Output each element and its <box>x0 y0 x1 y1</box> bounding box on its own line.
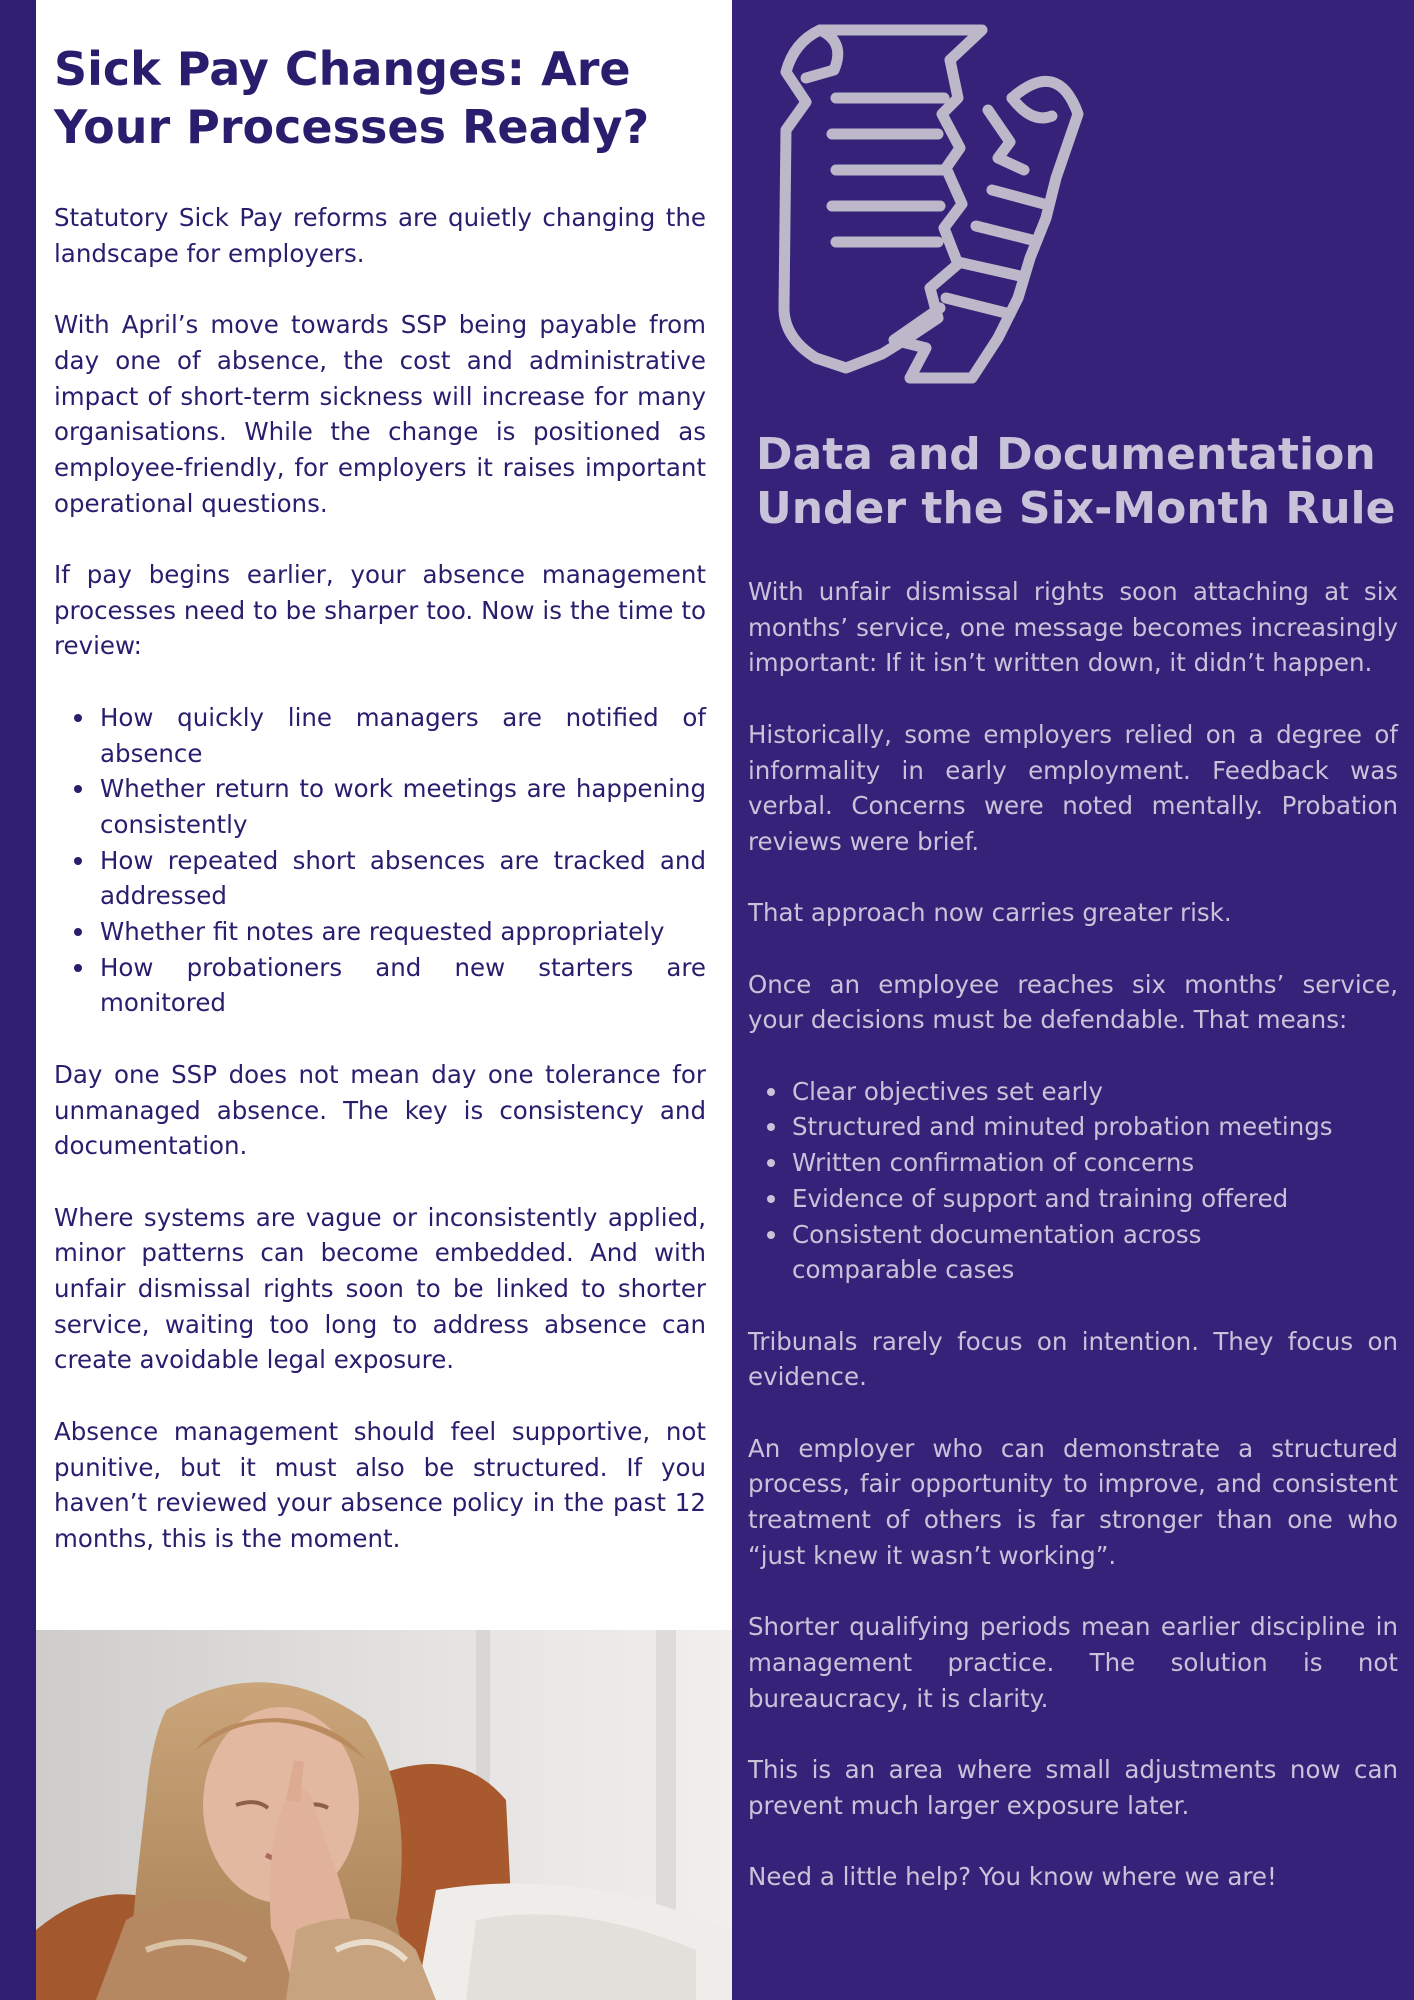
list-item: How probationers and new starters are monitored <box>100 950 706 1021</box>
list-item: Written confirmation of concerns <box>792 1145 1398 1181</box>
paragraph-april-change: With April’s move towards SSP being payable from day one of absence, the cost and administrative impact of short-term sickness will increase for many organisations. While the change is positioned as employee-friendly, for employers it raises important operational questions. <box>54 310 706 518</box>
documentation-checklist <box>748 1074 1398 1288</box>
list-item: Clear objectives set early <box>792 1074 1398 1110</box>
paragraph-day-one: Day one SSP does not mean day one tolerance for unmanaged absence. The key is consistency and documentation. <box>54 1059 706 1161</box>
paragraph-qualifying-periods: Shorter qualifying periods mean earlier discipline in management practice. The solution is not bureaucracy, it is clarity. <box>748 1612 1398 1713</box>
list-item: Whether fit notes are requested appropriately <box>100 914 706 950</box>
review-checklist <box>54 700 706 1021</box>
article-title: Sick Pay Changes: Are Your Processes Ready? <box>54 42 650 154</box>
left-article <box>54 40 706 1557</box>
list-item: How repeated short absences are tracked and addressed <box>100 843 706 914</box>
right-column <box>732 0 1414 2000</box>
paragraph-risk: That approach now carries greater risk. <box>748 898 1232 928</box>
list-item: Whether return to work meetings are happening consistently <box>100 771 706 842</box>
paragraph-adjustments: This is an area where small adjustments now can prevent much larger exposure later. <box>748 1755 1398 1820</box>
right-article <box>748 574 1398 1895</box>
document-scroll-icon <box>762 18 1122 402</box>
left-border-strip <box>0 0 36 2000</box>
paragraph-historically: Historically, some employers relied on a degree of informality in early employment. Feedback was verbal. Concerns were noted mentally. Probation reviews were brief. <box>748 719 1398 856</box>
paragraph-intro: Statutory Sick Pay reforms are quietly changing the landscape for employers. <box>54 203 706 268</box>
section-title: Data and Documentation Under the Six-Month Rule <box>756 429 1396 534</box>
paragraph-defendable: Once an employee reaches six months’ service, your decisions must be defendable. That means: <box>748 969 1398 1035</box>
paragraph-tribunals: Tribunals rarely focus on intention. They focus on evidence. <box>748 1326 1398 1392</box>
paragraph-help: Need a little help? You know where we are! <box>748 1862 1277 1892</box>
list-item: Structured and minuted probation meetings <box>792 1109 1398 1145</box>
paragraph-review: If pay begins earlier, your absence management processes need to be sharper too. Now is the time to review: <box>54 560 706 661</box>
paragraph-six-month: With unfair dismissal rights soon attaching at six months’ service, one message becomes increasingly important: If it isn’t written down, it didn’t happen. <box>748 577 1398 678</box>
left-column <box>36 0 732 2000</box>
list-item: Evidence of support and training offered <box>792 1181 1398 1217</box>
paragraph-conclusion: Absence management should feel supportive, not punitive, but it must also be structured. If you haven’t reviewed your absence policy in the past 12 months, this is the moment. <box>54 1416 706 1553</box>
sick-woman-photo <box>36 1630 732 2000</box>
paragraph-structured-process: An employer who can demonstrate a structured process, fair opportunity to improve, and consistent treatment of others is far stronger than one who “just knew it wasn’t working”. <box>748 1433 1398 1570</box>
list-item: Consistent documentation across comparable cases <box>792 1217 1252 1288</box>
list-item: How quickly line managers are notified of absence <box>100 700 706 771</box>
paragraph-systems: Where systems are vague or inconsistently applied, minor patterns can become embedded. And with unfair dismissal rights soon to be linked to shorter service, waiting too long to address absence can create avoidable legal exposure. <box>54 1202 706 1375</box>
